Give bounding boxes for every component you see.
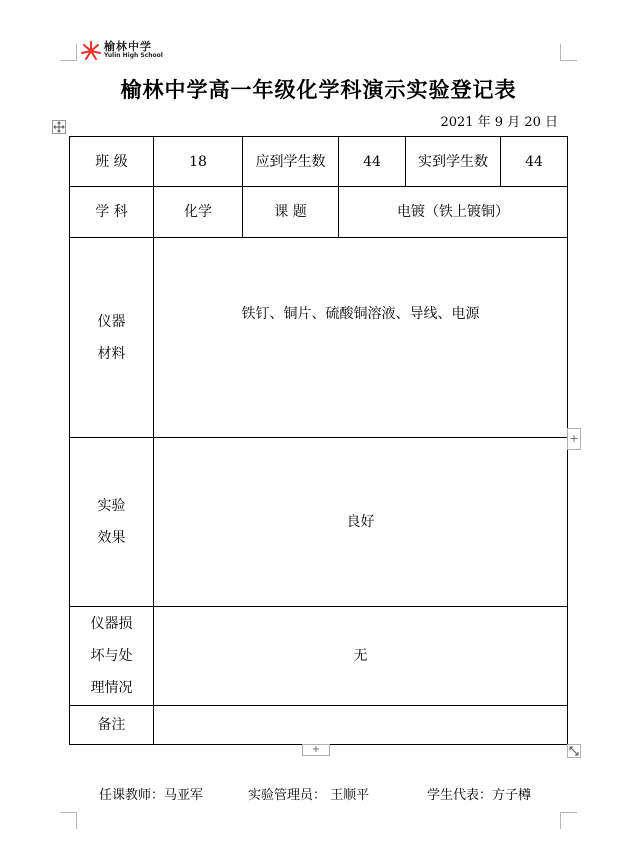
page-corner-marker-top-right — [560, 44, 577, 61]
add-row-button[interactable] — [302, 744, 330, 756]
class-value-cell[interactable]: 18 — [154, 137, 243, 187]
subject-label-cell[interactable]: 学 科 — [70, 187, 154, 238]
materials-value-cell[interactable]: 铁钉、铜片、硫酸铜溶液、导线、电源 — [154, 238, 568, 438]
school-emblem-icon — [80, 40, 102, 62]
damage-label-line: 仪器损 — [90, 616, 133, 632]
damage-label-cell[interactable] — [70, 607, 154, 706]
table-row-effect — [70, 438, 568, 607]
table-row-materials — [70, 238, 568, 438]
table-row-class — [70, 137, 568, 187]
page-corner-marker-bottom-right — [560, 812, 577, 829]
damage-label-line: 坏与处 — [90, 648, 133, 664]
move-arrows-icon — [53, 121, 65, 133]
plus-icon: + — [569, 432, 579, 445]
class-label-cell[interactable]: 班 级 — [70, 137, 154, 187]
effect-label-line: 效果 — [97, 530, 126, 546]
table-move-handle[interactable] — [52, 120, 66, 134]
materials-label-line: 仪器 — [97, 313, 126, 330]
topic-label-cell[interactable]: 课 题 — [243, 187, 339, 238]
page-corner-marker-top-left — [60, 44, 77, 61]
remarks-label-cell[interactable]: 备注 — [70, 706, 154, 745]
page-corner-marker-bottom-left — [60, 812, 77, 829]
resize-arrow-icon — [568, 745, 580, 757]
damage-value-cell[interactable]: 无 — [154, 607, 568, 706]
actual-students-label-cell[interactable]: 实到学生数 — [406, 137, 501, 187]
table-resize-handle[interactable] — [567, 744, 581, 758]
expected-students-value-cell[interactable]: 44 — [339, 137, 406, 187]
footer-lab-manager: 实验管理员： 王顺平 — [248, 788, 370, 803]
table-row-damage — [70, 607, 568, 706]
school-logo — [80, 38, 172, 64]
logo-school-name-en: Yulin High School — [104, 52, 163, 59]
materials-label-cell[interactable] — [70, 238, 154, 438]
actual-students-value-cell[interactable]: 44 — [501, 137, 568, 187]
plus-icon: + — [311, 744, 321, 755]
damage-label-line: 理情况 — [90, 680, 133, 696]
subject-value-cell[interactable]: 化学 — [154, 187, 243, 238]
effect-label-line: 实验 — [97, 498, 126, 514]
footer-teacher: 任课教师：马亚军 — [99, 788, 204, 803]
document-title: 榆林中学高一年级化学科演示实验登记表 — [120, 78, 517, 102]
remarks-value-cell[interactable] — [154, 706, 568, 745]
expected-students-label-cell[interactable]: 应到学生数 — [243, 137, 339, 187]
effect-label-cell[interactable] — [70, 438, 154, 607]
experiment-registration-table — [69, 136, 568, 745]
footer-student-rep: 学生代表：方子樽 — [427, 788, 532, 803]
effect-value-cell[interactable]: 良好 — [154, 438, 568, 607]
table-row-remarks — [70, 706, 568, 745]
logo-school-name: 榆林中学 — [104, 40, 152, 53]
add-column-button[interactable] — [567, 428, 581, 450]
document-date: 2021 年 9 月 20 日 — [440, 115, 558, 130]
materials-label-line: 材料 — [97, 345, 126, 362]
table-row-subject — [70, 187, 568, 238]
topic-value-cell[interactable]: 电镀（铁上镀铜） — [339, 187, 568, 238]
